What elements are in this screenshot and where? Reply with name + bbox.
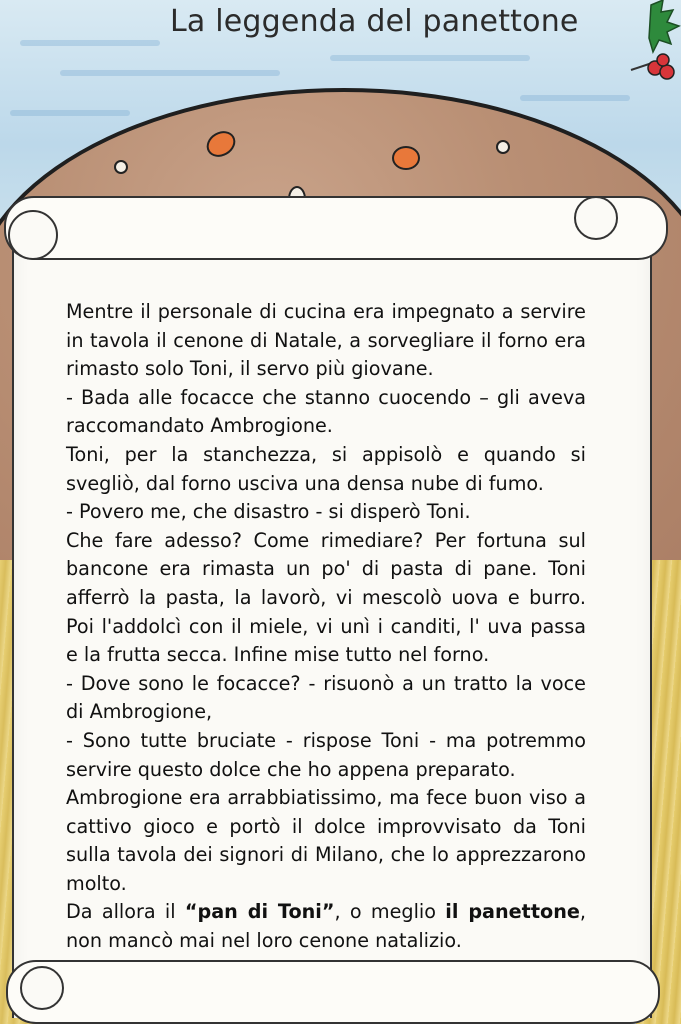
ending-text: Da allora il: [66, 900, 185, 924]
story-paragraph: - Sono tutte bruciate - rispose Toni - ma potremmo servire questo dolce che ho appena preparato.: [66, 728, 586, 781]
sky-streak: [10, 110, 130, 116]
sky-streak: [520, 95, 630, 101]
story-paragraph: Toni, per la stanchezza, si appisolò e quando si svegliò, dal forno usciva una densa nube di fumo.: [66, 442, 586, 495]
story-paragraph: - Povero me, che disastro - si disperò Toni.: [66, 500, 471, 524]
story-paragraph: - Bada alle focacce che stanno cuocendo – gli aveva raccomandato Ambrogione.: [66, 385, 586, 438]
ending-text: , non mancò mai nel loro cenone natalizio.: [66, 900, 586, 953]
panettone-highlight: il panettone: [445, 900, 580, 924]
story-paragraph: - Dove sono le focacce? - risuonò a un tratto la voce di Ambrogione,: [66, 671, 586, 724]
holly-icon: [611, 0, 681, 90]
scroll-curl-bottom: [20, 966, 64, 1010]
pan-di-toni-highlight: “pan di Toni”: [184, 900, 335, 924]
sky-streak: [60, 70, 280, 76]
sky-streak: [330, 55, 530, 61]
sky-streak: [20, 40, 160, 46]
candied-fruit-speck: [392, 146, 420, 170]
story-ending: [66, 898, 586, 955]
ending-text: , o meglio: [334, 900, 446, 924]
story-paragraph: Ambrogione era arrabbiatissimo, ma fece buon viso a cattivo gioco e portò il dolce improvvisato da Toni sulla tavola dei signori di Milano, che lo apprezzarono molto.: [66, 786, 586, 895]
story-text: [66, 298, 586, 956]
scroll-icon: [4, 196, 668, 260]
story-paragraph: Mentre il personale di cucina era impegnato a servire in tavola il cenone di Natale, a sorvegliare il forno era rimasto solo Toni, il servo più giovane.: [66, 300, 586, 381]
raisin-speck: [496, 140, 510, 154]
scroll-roll-bottom: [6, 960, 660, 1024]
page-title: La leggenda del panettone: [170, 4, 579, 39]
scroll-curl-left: [8, 210, 58, 260]
raisin-speck: [114, 160, 128, 174]
story-paragraph: Che fare adesso? Come rimediare? Per fortuna sul bancone era rimasta un po' di pasta di pane. Toni afferrò la pasta, la lavorò, vi mescolò uova e burro. Poi l'addolcì con il miele, vi unì i canditi, l' uva passa e la frutta secca. Infine mise tutto nel forno.: [66, 528, 586, 667]
scroll-curl-right: [574, 196, 618, 240]
